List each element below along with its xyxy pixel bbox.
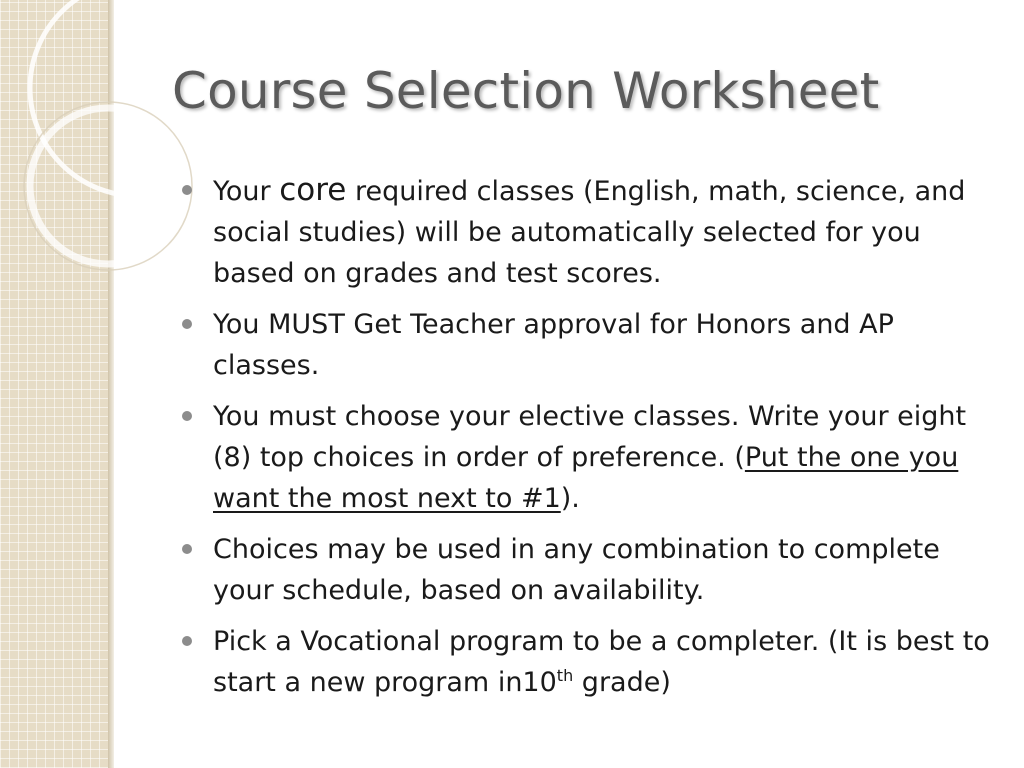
underlined-instruction: Put the one you want the most next to #1 (213, 442, 959, 514)
bullet-text: You must choose your elective classes. Write your eight (8) top choices in order of preference. ( (213, 401, 967, 473)
bullet-dot-icon (182, 544, 192, 554)
bullet-text: Your (213, 176, 280, 207)
bullet-elective-classes (182, 396, 997, 519)
bullet-dot-icon (182, 185, 192, 195)
bullet-vocational-program (182, 621, 997, 703)
core-emphasis: core (279, 172, 347, 208)
slide-title: Course Selection Worksheet (172, 62, 880, 120)
bullet-dot-icon (182, 636, 192, 646)
bullet-list (182, 170, 997, 713)
ordinal-superscript: th (556, 666, 574, 685)
bullet-choices-combination (182, 529, 997, 611)
bullet-core-classes (182, 170, 997, 294)
bullet-teacher-approval (182, 304, 997, 386)
decorative-rings-icon (0, 0, 200, 280)
bullet-text: Choices may be used in any combination to complete your schedule, based on availability. (213, 534, 940, 606)
bullet-text: grade) (573, 667, 671, 698)
bullet-dot-icon (182, 319, 192, 329)
bullet-dot-icon (182, 411, 192, 421)
bullet-text: You MUST Get Teacher approval for Honors and AP classes. (213, 309, 894, 381)
bullet-text: ). (560, 483, 580, 514)
bullet-text: Pick a Vocational program to be a completer. (It is best to start a new program in10 (213, 626, 990, 698)
bullet-text: required classes (English, math, science, and social studies) will be automatically selected for you based on grades and test scores. (213, 176, 966, 289)
